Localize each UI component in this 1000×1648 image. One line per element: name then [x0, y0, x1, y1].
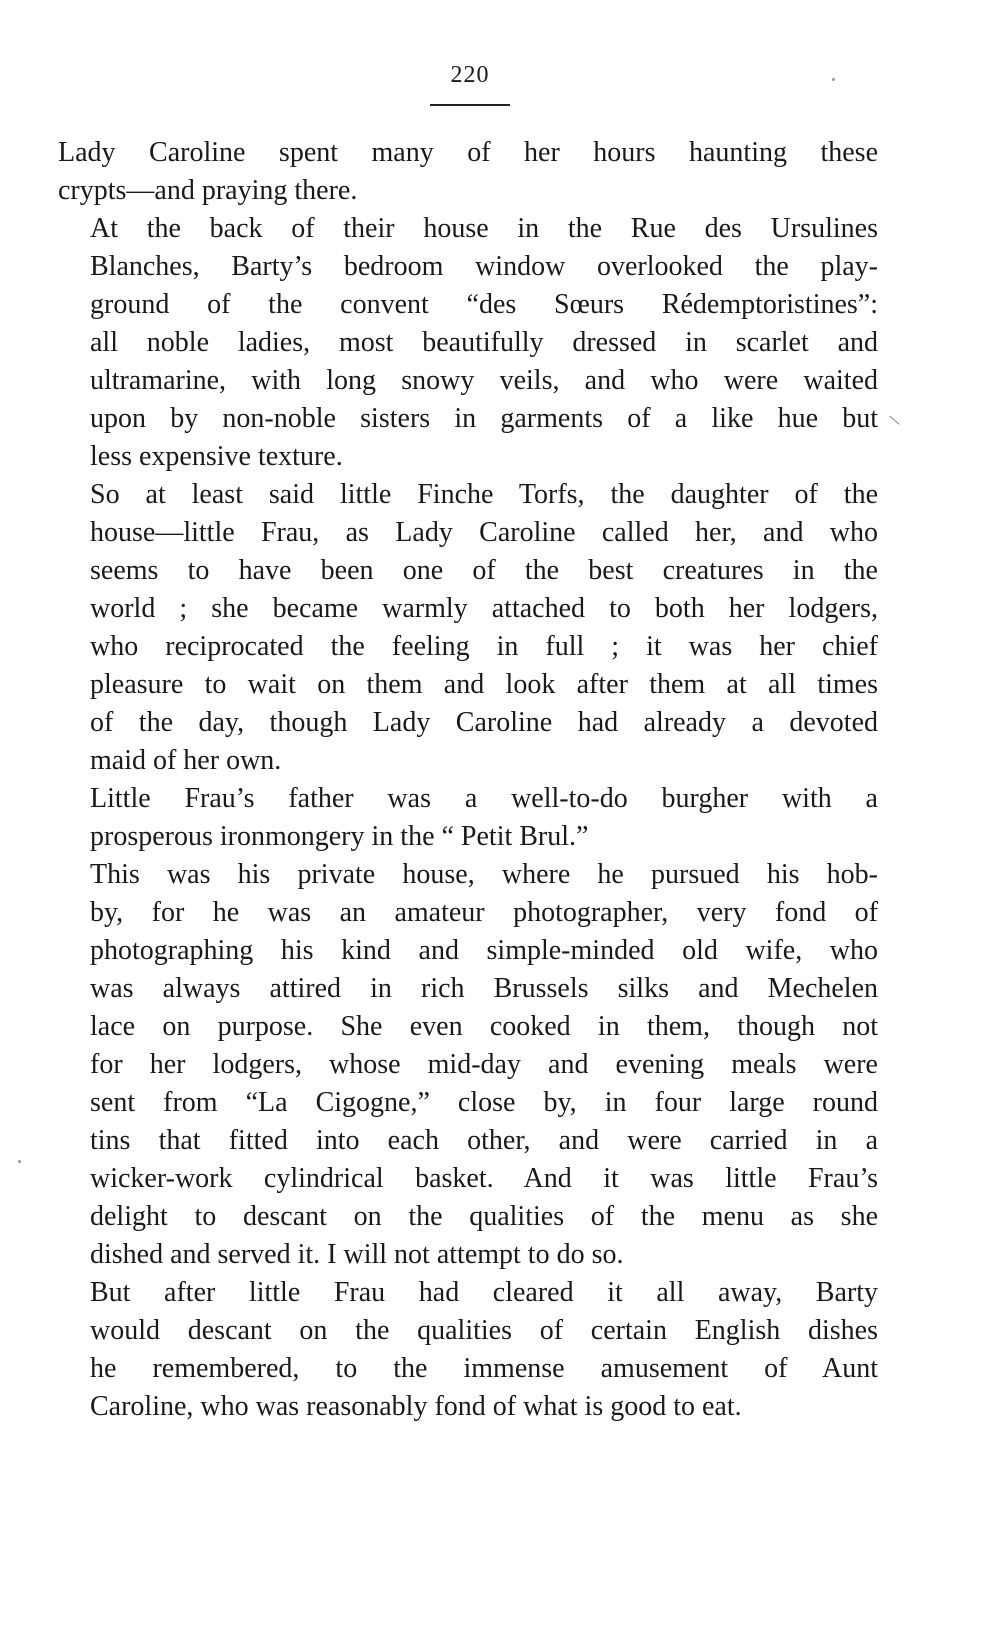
text-line: by, for he was an amateur photographer, very fond of — [90, 897, 878, 928]
text-line: delight to descant on the qualities of the menu as she — [90, 1201, 878, 1232]
text-line: But after little Frau had cleared it all away, Barty — [90, 1277, 878, 1308]
text-line: So at least said little Finche Torfs, the daughter of the — [90, 479, 878, 510]
paragraph — [58, 1274, 878, 1426]
text-line: photographing his kind and simple-minded old wife, who — [90, 935, 878, 966]
text-line: Blanches, Barty’s bedroom window overlooked the play- — [90, 251, 878, 282]
paper-speck — [18, 1160, 21, 1163]
text-line: This was his private house, where he pursued his hob- — [90, 859, 878, 890]
text-line: seems to have been one of the best creatures in the — [90, 555, 878, 586]
text-line: who reciprocated the feeling in full ; it was her chief — [90, 631, 878, 662]
text-line: was always attired in rich Brussels silks and Mechelen — [90, 973, 878, 1004]
text-line: upon by non-noble sisters in garments of a like hue but — [90, 403, 878, 434]
text-line: lace on purpose. She even cooked in them, though not — [90, 1011, 878, 1042]
text-line: prosperous ironmongery in the “ Petit Brul.” — [90, 821, 589, 852]
paragraph — [58, 134, 878, 210]
text-line: he remembered, to the immense amusement of Aunt — [90, 1353, 878, 1384]
page-number-rule — [430, 104, 510, 106]
text-line: maid of her own. — [90, 745, 282, 776]
text-line: ground of the convent “des Sœurs Rédemptoristines”: — [90, 289, 878, 320]
paragraph — [58, 476, 878, 780]
text-line: of the day, though Lady Caroline had already a devoted — [90, 707, 878, 738]
text-line: At the back of their house in the Rue des Ursulines — [90, 213, 878, 244]
text-line: tins that fitted into each other, and were carried in a — [90, 1125, 878, 1156]
paper-speck — [832, 78, 835, 81]
paragraph — [58, 210, 878, 476]
text-line: dished and served it. I will not attempt to do so. — [90, 1239, 624, 1270]
text-line: world ; she became warmly attached to both her lodgers, — [90, 593, 878, 624]
text-line: Little Frau’s father was a well-to-do burgher with a — [90, 783, 878, 814]
text-line: pleasure to wait on them and look after them at all times — [90, 669, 878, 700]
paragraph — [58, 780, 878, 856]
text-line: sent from “La Cigogne,” close by, in four large round — [90, 1087, 878, 1118]
margin-pencil-mark: \ — [887, 410, 902, 430]
text-line: Lady Caroline spent many of her hours haunting these — [58, 137, 878, 168]
text-line: less expensive texture. — [90, 441, 343, 472]
paragraph — [58, 856, 878, 1274]
text-line: Caroline, who was reasonably fond of what is good to eat. — [90, 1391, 742, 1422]
text-line: ultramarine, with long snowy veils, and who were waited — [90, 365, 878, 396]
text-line: house—little Frau, as Lady Caroline called her, and who — [90, 517, 878, 548]
text-line: for her lodgers, whose mid-day and evening meals were — [90, 1049, 878, 1080]
body-text — [58, 134, 878, 1426]
text-line: wicker-work cylindrical basket. And it was little Frau’s — [90, 1163, 878, 1194]
page-number: 220 — [450, 62, 490, 88]
text-line: would descant on the qualities of certain English dishes — [90, 1315, 878, 1346]
text-line: all noble ladies, most beautifully dressed in scarlet and — [90, 327, 878, 358]
text-line: crypts—and praying there. — [58, 175, 358, 206]
